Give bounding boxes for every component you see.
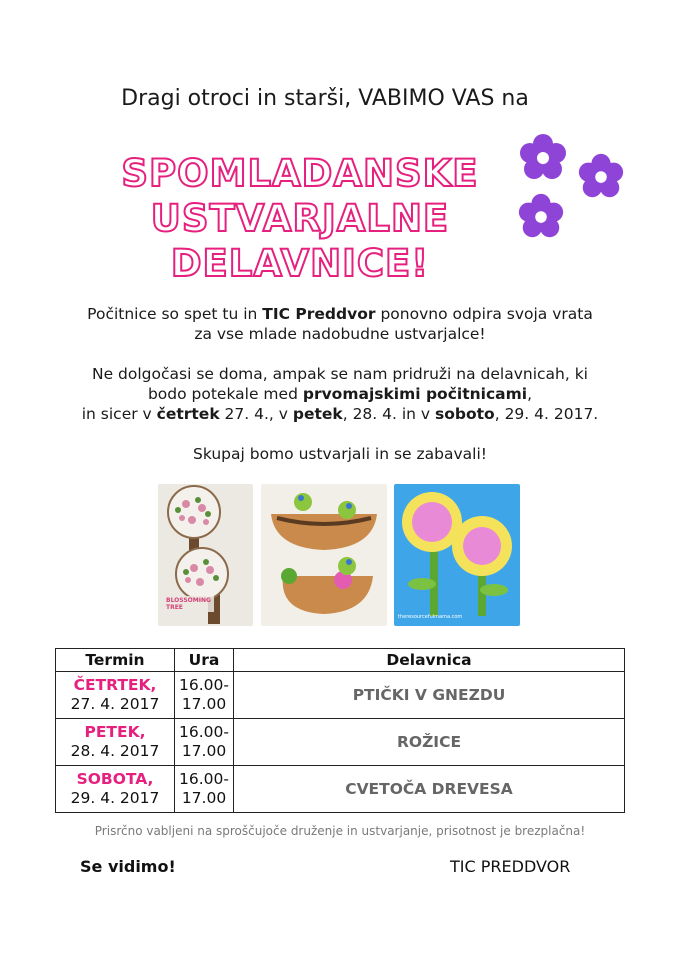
blossom-tree-photo — [158, 484, 253, 626]
title-line-3: DELAVNICE! — [170, 242, 430, 285]
table-header-row — [56, 649, 625, 672]
table-row — [56, 672, 625, 719]
footnote: Prisrčno vabljeni na sproščujoče druženje in ustvarjanje, prisotnost je brezplačna! — [94, 824, 586, 838]
greeting: Dragi otroci in starši, VABIMO VAS na — [121, 86, 529, 111]
ura-cell: 16.00- 17.00 — [175, 672, 234, 719]
photo-caption: BLOSSOMING TREE — [166, 597, 211, 611]
header-delavnica: Delavnica — [234, 649, 625, 672]
details-paragraph: Ne dolgočasi se doma, ampak se nam pridruži na delavnicah, ki bodo potekale med prvomajskimi počitnicami, in sicer v četrtek 27. 4., v petek, 28. 4. in v soboto, 29. 4. 2017. — [81, 365, 599, 423]
ura-cell: 16.00- 17.00 — [175, 766, 234, 813]
workshop-cell: CVETOČA DREVESA — [234, 766, 625, 813]
title-line-2: USTVARJALNE — [150, 197, 450, 240]
termin-cell: PETEK, 28. 4. 2017 — [56, 719, 175, 766]
schedule-table — [55, 648, 625, 813]
table-row — [56, 766, 625, 813]
signature: TIC PREDDVOR — [450, 857, 571, 876]
workshop-cell: ROŽICE — [234, 719, 625, 766]
bird-nest-photo — [261, 484, 387, 626]
intro-paragraph: Počitnice so spet tu in TIC Preddvor ponovno odpira svoja vrata za vse mlade nadobudne ustvarjalce! — [87, 305, 593, 343]
header-termin: Termin — [56, 649, 175, 672]
see-you-text: Se vidimo! — [80, 857, 176, 876]
closing-paragraph: Skupaj bomo ustvarjali in se zabavali! — [193, 445, 487, 463]
flower-icon — [516, 192, 566, 242]
paper-flowers-photo — [394, 484, 520, 626]
flower-icon — [517, 132, 569, 184]
table-row — [56, 719, 625, 766]
photo-credit: theresourcefulmama.com — [398, 614, 463, 620]
title-line-1: SPOMLADANSKE — [121, 152, 479, 195]
termin-cell: ČETRTEK, 27. 4. 2017 — [56, 672, 175, 719]
header-ura: Ura — [175, 649, 234, 672]
flower-icon — [576, 152, 626, 202]
workshop-cell: PTIČKI V GNEZDU — [234, 672, 625, 719]
ura-cell: 16.00- 17.00 — [175, 719, 234, 766]
termin-cell: SOBOTA, 29. 4. 2017 — [56, 766, 175, 813]
